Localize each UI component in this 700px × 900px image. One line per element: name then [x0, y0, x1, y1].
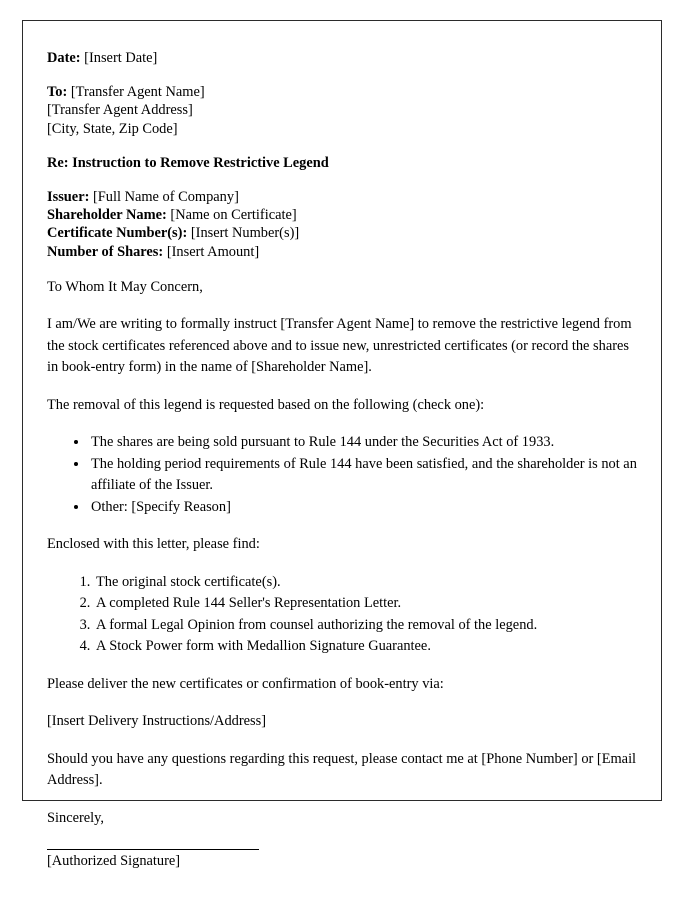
- delivery-value: [Insert Delivery Instructions/Address]: [47, 713, 267, 730]
- list-item: • Other: [Specify Reason]: [89, 497, 639, 519]
- date-label: Date:: [47, 50, 81, 66]
- reasons-list: [47, 432, 639, 518]
- recipient-address: [Transfer Agent Address]: [47, 102, 193, 119]
- detail-value: [Name on Certificate]: [170, 207, 297, 224]
- reason-intro: The removal of this legend is requested based on the following (check one):: [47, 396, 485, 413]
- recipient-city-state-zip: [City, State, Zip Code]: [47, 120, 178, 137]
- subject-line: Re: Instruction to Remove Restrictive Legend: [47, 154, 329, 171]
- detail-row-certificate-numbers: [47, 224, 639, 242]
- list-item: 4. A Stock Power form with Medallion Signature Guarantee.: [94, 636, 639, 658]
- spacer: [47, 261, 639, 277]
- delivery-intro: Please deliver the new certificates or confirmation of book-entry via:: [47, 675, 444, 692]
- enclosures-intro: Enclosed with this letter, please find:: [47, 536, 260, 553]
- recipient-label: To:: [47, 84, 68, 101]
- recipient-name-line: [47, 83, 639, 101]
- enclosures-list: [47, 572, 639, 658]
- document-body: [23, 21, 663, 871]
- spacer: [47, 172, 639, 188]
- list-item: 2. A completed Rule 144 Seller's Representation Letter.: [94, 593, 639, 615]
- contact-paragraph: Should you have any questions regarding this request, please contact me at [Phone Number] or [Email Address].: [47, 750, 637, 789]
- signature-caption: [Authorized Signature]: [47, 853, 181, 870]
- details-block: [47, 188, 639, 261]
- closing: Sincerely,: [47, 809, 105, 826]
- signature-line: [47, 849, 259, 850]
- list-item: 3. A formal Legal Opinion from counsel authorizing the removal of the legend.: [94, 615, 639, 637]
- detail-row-issuer: [47, 188, 639, 206]
- detail-label: Certificate Number(s):: [47, 225, 188, 242]
- list-item: • The holding period requirements of Rule 144 have been satisfied, and the shareholder is not an affiliate of the Issuer.: [89, 454, 639, 497]
- date-value: [Insert Date]: [84, 50, 158, 66]
- recipient-name: [Transfer Agent Name]: [70, 84, 205, 101]
- spacer: [47, 67, 639, 83]
- spacer: [47, 138, 639, 154]
- list-item: • The shares are being sold pursuant to Rule 144 under the Securities Act of 1933.: [89, 432, 639, 454]
- detail-label: Issuer:: [47, 189, 90, 206]
- list-item: 1. The original stock certificate(s).: [94, 572, 639, 594]
- detail-row-shareholder-name: [47, 206, 639, 224]
- document-page: [22, 20, 662, 870]
- body-paragraph-1: I am/We are writing to formally instruct [Transfer Agent Name] to remove the restrictive legend from the stock certificates referenced above and to issue new, unrestricted certificates (or record the shares in book-entry form) in the name of [Shareholder Name].: [47, 316, 632, 376]
- recipient-block: [47, 83, 639, 138]
- detail-label: Number of Shares:: [47, 243, 164, 260]
- salutation: To Whom It May Concern,: [47, 278, 203, 295]
- detail-label: Shareholder Name:: [47, 207, 167, 224]
- detail-value: [Full Name of Company]: [92, 189, 239, 206]
- detail-value: [Insert Number(s)]: [190, 225, 300, 242]
- detail-row-number-of-shares: [47, 243, 639, 261]
- date-line: [47, 49, 639, 67]
- detail-value: [Insert Amount]: [166, 243, 260, 260]
